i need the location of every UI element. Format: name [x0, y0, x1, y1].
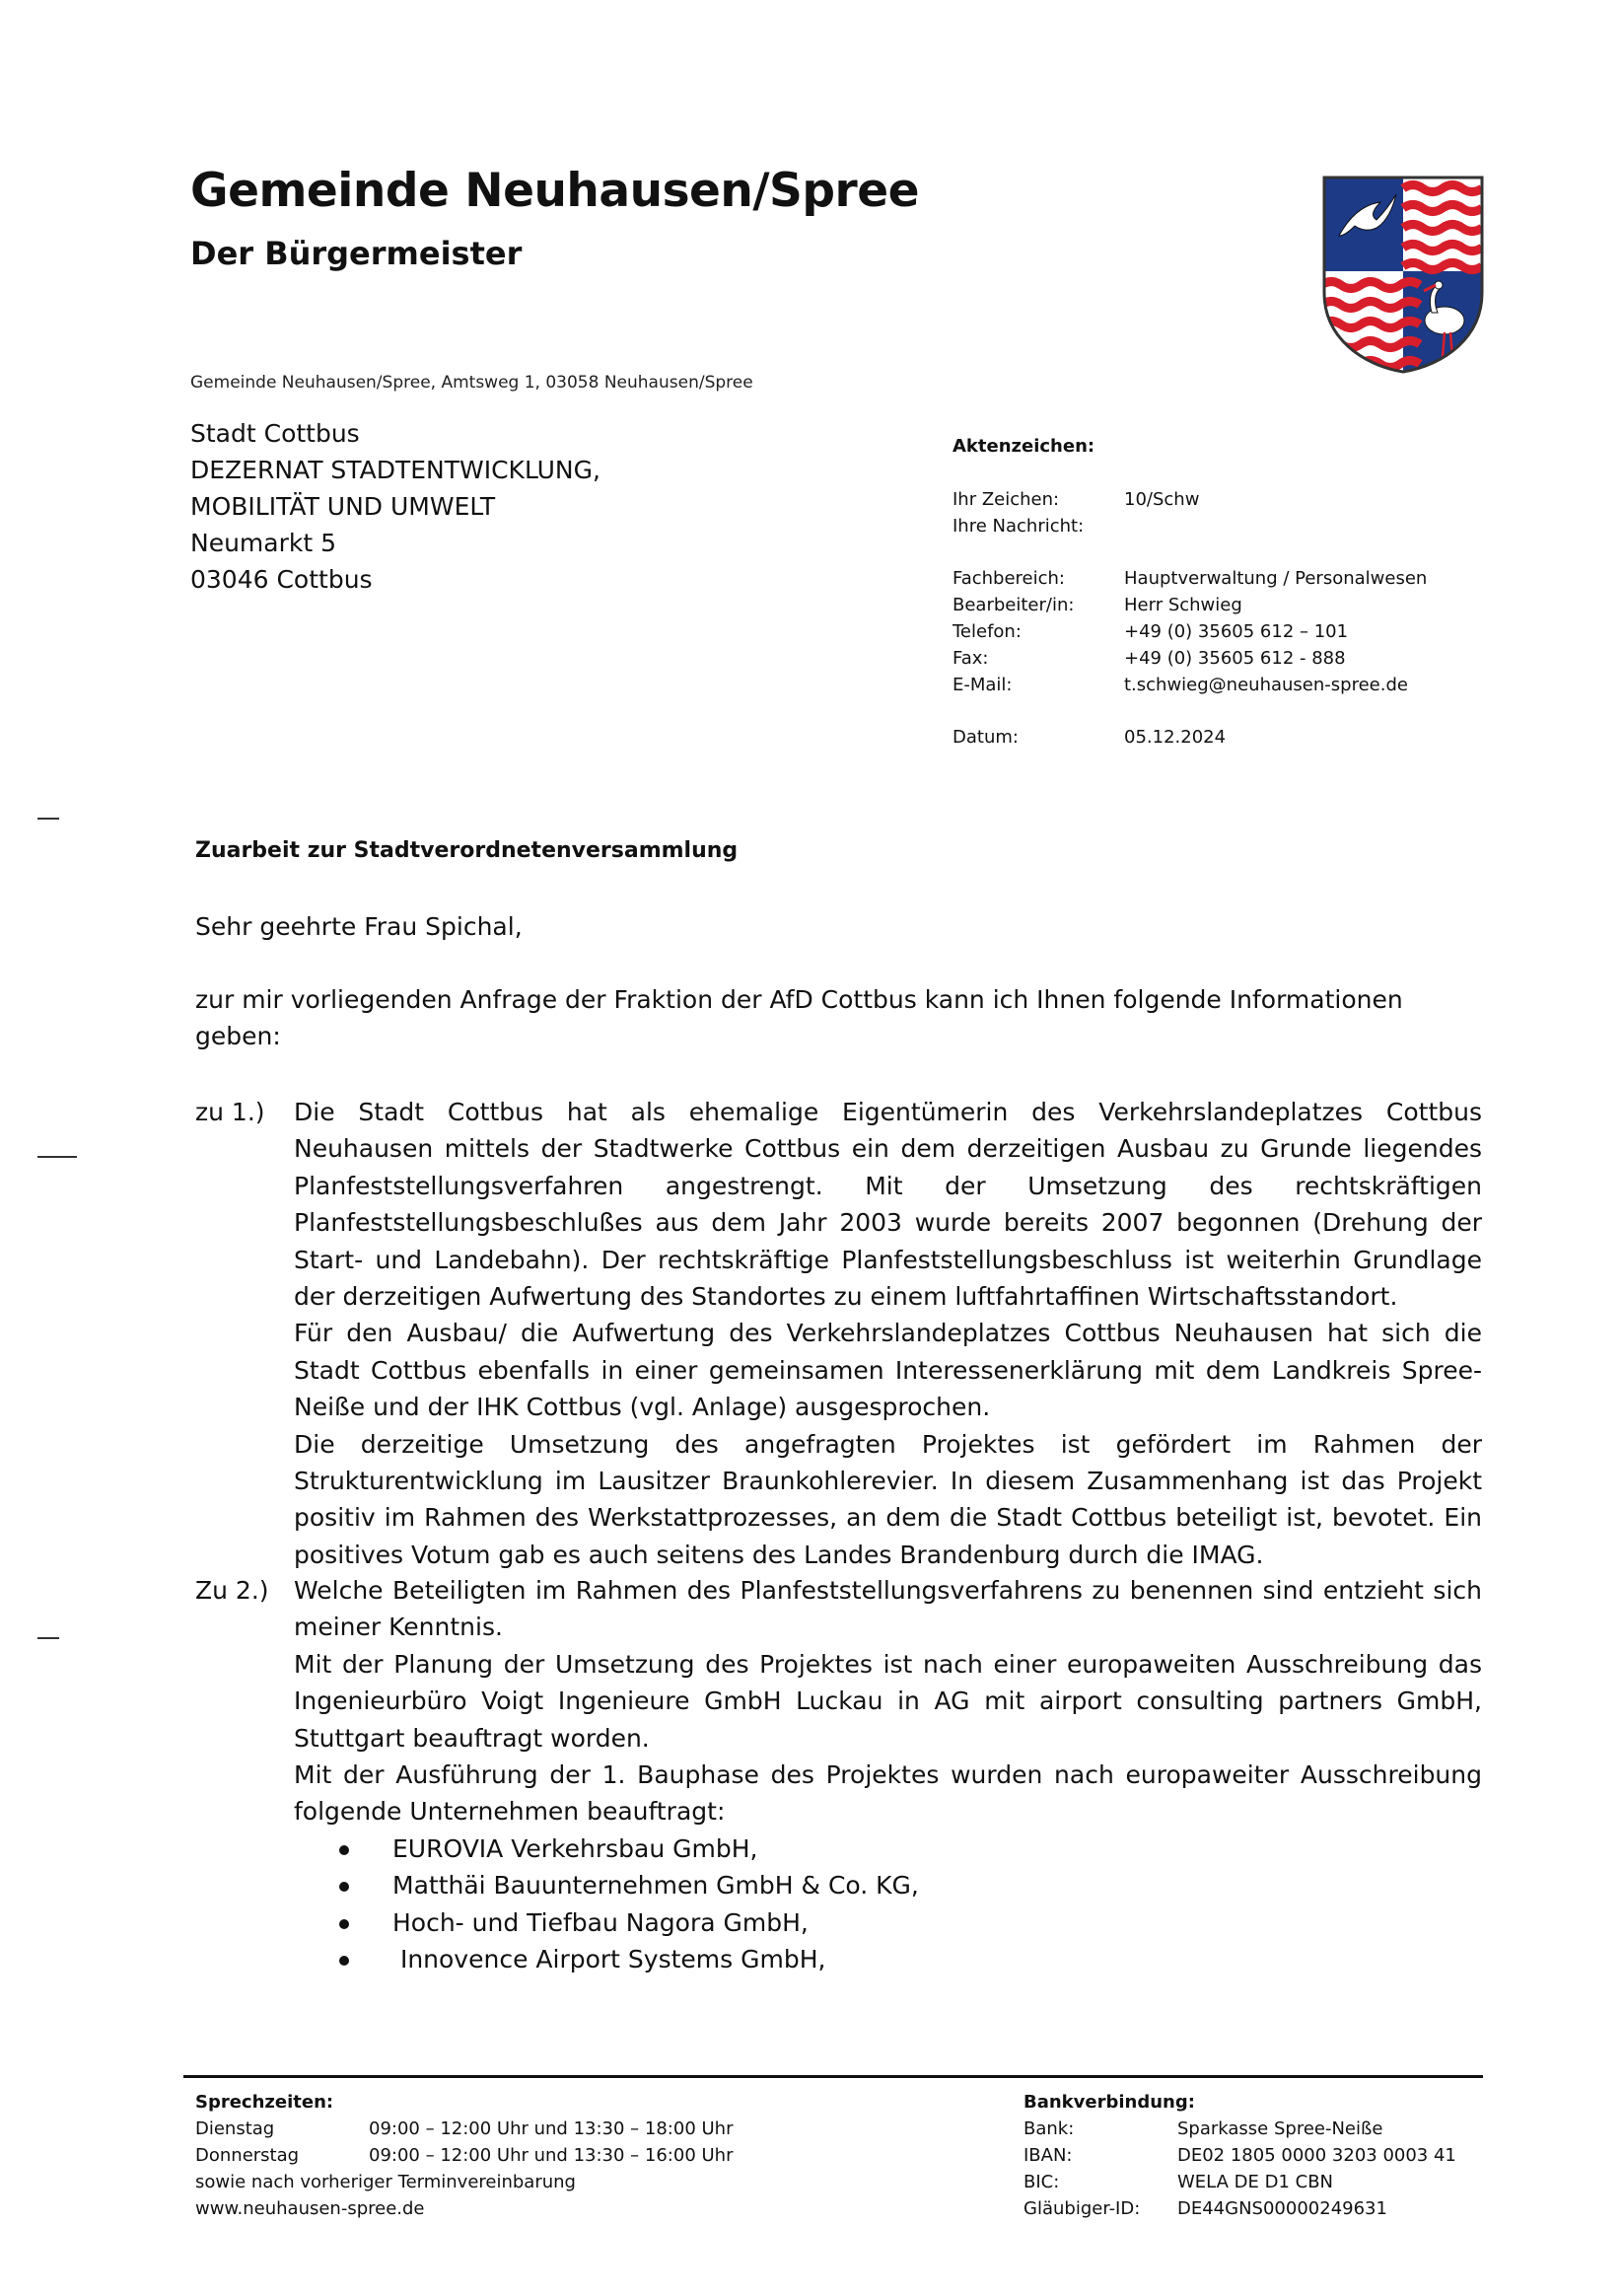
bank-details-heading: Bankverbindung:: [1023, 2092, 1195, 2113]
email-value[interactable]: t.schwieg@neuhausen-spree.de: [1124, 675, 1408, 695]
meta-row-date: [953, 724, 1427, 751]
item-paragraph: Mit der Ausführung der 1. Bauphase des Projektes wurden nach europaweiter Ausschreibung folgende Unternehmen beauftragt:: [294, 1760, 1482, 1827]
reference-heading: Aktenzeichen:: [953, 436, 1095, 457]
meta-row: [953, 672, 1427, 698]
item-paragraph: Welche Beteiligten im Rahmen des Planfeststellungsverfahrens zu benennen sind entzieht sich meiner Kenntnis.: [294, 1576, 1482, 1642]
meta-label: Bearbeiter/in:: [953, 595, 1075, 615]
website-link[interactable]: www.neuhausen-spree.de: [195, 2198, 425, 2219]
item-paragraph: Die Stadt Cottbus hat als ehemalige Eigentümerin des Verkehrslandeplatzes Cottbus Neuhausen mittels der Stadtwerke Cottbus ein dem derzeitigen Ausbau zu Grunde liegendes Planfeststellungsverfahren angestrengt. Mit der Umsetzung des rechtskräftigen Planfeststellungsbeschlußes aus dem Jahr 2003 wurde bereits 2007 begonnen (Drehung der Start- und Landebahn). Der rechtskräftige Planfeststellungsbeschluss ist weiterhin Grundlage der derzeitigen Aufwertung des Standortes zu einem luftfahrtaffinen Wirtschaftsstandort.: [294, 1098, 1482, 1312]
meta-label: Datum:: [953, 727, 1019, 748]
meta-label: Telefon:: [953, 621, 1022, 642]
meta-value: 10/Schw: [1124, 489, 1200, 510]
bank-row: Gläubiger-ID: DE44GNS00000249631: [1023, 2198, 1387, 2219]
meta-label: Fachbereich:: [953, 568, 1065, 589]
item-paragraph: Für den Ausbau/ die Aufwertung des Verkehrslandeplatzes Cottbus Neuhausen hat sich die Stadt Cottbus ebenfalls in einer gemeinsamen Interessenerklärung mit dem Landkreis Spree-Neiße und der IHK Cottbus (vgl. Anlage) ausgesprochen.: [294, 1319, 1482, 1422]
answer-item-2: [195, 1572, 1482, 1977]
salutation: Sehr geehrte Frau Spichal,: [195, 912, 523, 941]
bank-row: Bank: Sparkasse Spree-Neiße: [1023, 2118, 1383, 2139]
meta-value: Hauptverwaltung / Personalwesen: [1124, 568, 1428, 589]
intro-paragraph: zur mir vorliegenden Anfrage der Fraktion der AfD Cottbus kann ich Ihnen folgende Informationen geben:: [195, 985, 1403, 1051]
bullet-icon: [339, 1919, 349, 1929]
item-paragraph: Mit der Planung der Umsetzung des Projektes ist nach einer europaweiten Ausschreibung das Ingenieurbüro Voigt Ingenieure GmbH Luckau in AG mit airport consulting partners GmbH, Stuttgart beauftragt worden.: [294, 1649, 1482, 1753]
item-paragraph: Die derzeitige Umsetzung des angefragten Projektes ist gefördert im Rahmen der Strukturentwicklung im Lausitzer Braunkohlerevier. In diesem Zusammenhang ist das Projekt positiv im Rahmen des Werkstattprozesses, an dem die Stadt Cottbus beteiligt ist, bevotet. Ein positives Votum gab es auch seitens des Landes Brandenburg durch die IMAG.: [294, 1429, 1482, 1569]
recipient-line: DEZERNAT STADTENTWICKLUNG,: [190, 456, 600, 484]
bank-details-block: [1023, 2089, 1456, 2222]
meta-row: [953, 565, 1427, 592]
bank-row: IBAN: DE02 1805 0000 3203 0003 41: [1023, 2145, 1456, 2166]
date-value: 05.12.2024: [1124, 727, 1227, 748]
meta-row: [953, 592, 1427, 618]
punch-mark: [37, 1156, 77, 1158]
contractor-list-item: Hoch- und Tiefbau Nagora GmbH,: [294, 1904, 1482, 1941]
bullet-icon: [339, 1882, 349, 1892]
contractor-list-item: Innovence Airport Systems GmbH,: [294, 1941, 1482, 1977]
recipient-line: 03046 Cottbus: [190, 565, 373, 594]
reference-info-block: [953, 436, 1427, 751]
office-hours-block: [195, 2089, 733, 2222]
recipient-line: Stadt Cottbus: [190, 419, 360, 448]
page-subtitle: Der Bürgermeister: [190, 235, 523, 272]
recipient-address: [190, 415, 600, 598]
meta-label: E-Mail:: [953, 675, 1013, 695]
contractor-list: [294, 1830, 1482, 1978]
sender-address-line: Gemeinde Neuhausen/Spree, Amtsweg 1, 03058 Neuhausen/Spree: [190, 373, 753, 393]
coat-of-arms-icon: [1321, 175, 1485, 375]
letter-subject: Zuarbeit zur Stadtverordnetenversammlung: [195, 838, 739, 863]
bullet-icon: [339, 1956, 349, 1966]
fold-mark: [37, 1637, 59, 1639]
office-hours-row: Donnerstag 09:00 – 12:00 Uhr und 13:30 – 16:00 Uhr: [195, 2145, 734, 2166]
appointment-note: sowie nach vorheriger Terminvereinbarung: [195, 2172, 576, 2192]
item-number: Zu 2.): [195, 1576, 269, 1605]
meta-row: [953, 645, 1427, 672]
meta-label: Ihre Nachricht:: [953, 516, 1085, 537]
bullet-icon: [339, 1845, 349, 1855]
meta-row: [953, 513, 1427, 539]
recipient-line: Neumarkt 5: [190, 529, 337, 557]
contractor-list-item: Matthäi Bauunternehmen GmbH & Co. KG,: [294, 1867, 1482, 1903]
office-hours-row: Dienstag 09:00 – 12:00 Uhr und 13:30 – 18:00 Uhr: [195, 2118, 734, 2139]
meta-row: [953, 486, 1427, 513]
bank-row: BIC: WELA DE D1 CBN: [1023, 2172, 1334, 2192]
recipient-line: MOBILITÄT UND UMWELT: [190, 492, 496, 521]
page-title: Gemeinde Neuhausen/Spree: [190, 164, 919, 218]
footer-divider: [183, 2075, 1483, 2078]
answer-item-1: [195, 1094, 1482, 1573]
meta-value: +49 (0) 35605 612 - 888: [1124, 648, 1346, 669]
item-number: zu 1.): [195, 1098, 265, 1126]
office-hours-heading: Sprechzeiten:: [195, 2092, 334, 2113]
meta-value: +49 (0) 35605 612 – 101: [1124, 621, 1349, 642]
fold-mark: [37, 818, 59, 820]
meta-row: [953, 618, 1427, 645]
contractor-list-item: EUROVIA Verkehrsbau GmbH,: [294, 1830, 1482, 1867]
meta-value: Herr Schwieg: [1124, 595, 1242, 615]
meta-label: Fax:: [953, 648, 989, 669]
meta-label: Ihr Zeichen:: [953, 489, 1060, 510]
